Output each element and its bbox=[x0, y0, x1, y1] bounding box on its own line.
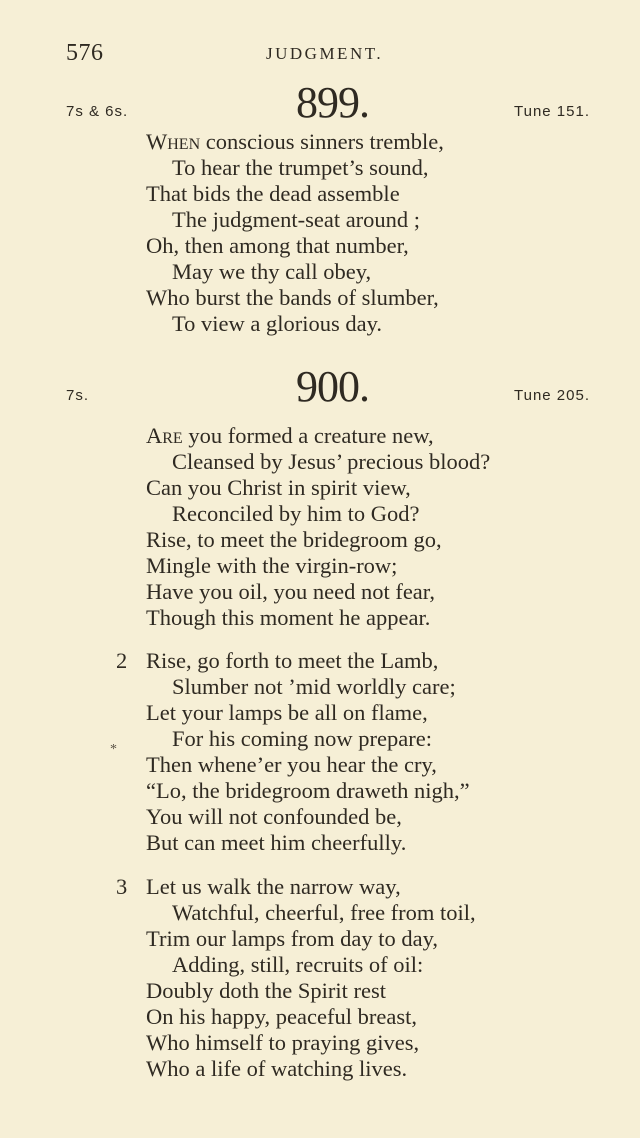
drop-initial: A bbox=[146, 423, 163, 448]
hymn-tune: Tune 205. bbox=[514, 387, 590, 404]
running-title: JUDGMENT. bbox=[266, 44, 384, 63]
hymn-number: 900. bbox=[296, 362, 369, 411]
verse-line: Let us walk the narrow way, bbox=[146, 874, 401, 899]
verse-line: Then whene’er you hear the cry, bbox=[146, 752, 437, 777]
verse-line: To view a glorious day. bbox=[172, 311, 383, 336]
margin-mark: * bbox=[110, 742, 117, 757]
verse-line bbox=[146, 129, 620, 155]
verse-line: “Lo, the bridegroom draweth nigh,” bbox=[146, 778, 470, 803]
page-number: 576 bbox=[66, 40, 104, 66]
hymn-meter: 7s. bbox=[66, 387, 90, 404]
drop-initial: W bbox=[146, 129, 168, 154]
verse-line: Who burst the bands of slumber, bbox=[146, 285, 439, 310]
verse-line: May we thy call obey, bbox=[172, 259, 372, 284]
stanza-number: 2 bbox=[116, 648, 128, 673]
verse-line bbox=[146, 423, 620, 449]
verse-line: You will not confounded be, bbox=[146, 804, 402, 829]
hymn-tune: Tune 151. bbox=[514, 103, 590, 120]
page-header bbox=[66, 40, 600, 70]
verse-line: Watchful, cheerful, free from toil, bbox=[172, 900, 476, 925]
verse-line: For his coming now prepare: bbox=[172, 726, 432, 751]
verse-line: Though this moment he appear. bbox=[146, 605, 431, 630]
verse-line: Trim our lamps from day to day, bbox=[146, 926, 439, 951]
verse-line: Reconciled by him to God? bbox=[172, 501, 420, 526]
verse-line: On his happy, peaceful breast, bbox=[146, 1004, 417, 1029]
verse-line: That bids the dead assemble bbox=[146, 181, 400, 206]
verse-line: Mingle with the virgin-row; bbox=[146, 553, 398, 578]
verse-line: But can meet him cheerfully. bbox=[146, 830, 407, 855]
hymn-900-heading bbox=[66, 362, 590, 412]
verse-line: Can you Christ in spirit view, bbox=[146, 475, 411, 500]
hymn-number: 899. bbox=[296, 78, 369, 127]
hymn-899-stanza-1 bbox=[146, 129, 620, 337]
first-line-text: conscious sinners tremble, bbox=[200, 129, 444, 154]
verse-line: Rise, to meet the bridegroom go, bbox=[146, 527, 442, 552]
verse-line: To hear the trumpet’s sound, bbox=[172, 155, 429, 180]
stanza-number: 3 bbox=[116, 874, 128, 899]
verse-line: Let your lamps be all on flame, bbox=[146, 700, 428, 725]
verse-line: The judgment-seat around ; bbox=[172, 207, 421, 232]
verse-line: Have you oil, you need not fear, bbox=[146, 579, 436, 604]
first-word-small-caps: re bbox=[162, 423, 183, 448]
hymn-899-heading bbox=[66, 78, 590, 128]
hymn-900-stanza-1 bbox=[146, 423, 620, 631]
verse-line: Rise, go forth to meet the Lamb, bbox=[146, 648, 439, 673]
verse-line: Slumber not ’mid worldly care; bbox=[172, 674, 456, 699]
hymn-900-stanza-2 bbox=[116, 648, 620, 856]
first-line-text: you formed a creature new, bbox=[182, 423, 434, 448]
verse-line: Adding, still, recruits of oil: bbox=[172, 952, 424, 977]
verse-line: Doubly doth the Spirit rest bbox=[146, 978, 386, 1003]
verse-line: Who a life of watching lives. bbox=[146, 1056, 408, 1081]
hymn-meter: 7s & 6s. bbox=[66, 103, 129, 120]
verse-line: Cleansed by Jesus’ precious blood? bbox=[172, 449, 491, 474]
first-word-small-caps: hen bbox=[167, 129, 201, 154]
verse-line: Who himself to praying gives, bbox=[146, 1030, 420, 1055]
hymn-900-stanza-3 bbox=[116, 874, 620, 1082]
verse-line: Oh, then among that number, bbox=[146, 233, 409, 258]
